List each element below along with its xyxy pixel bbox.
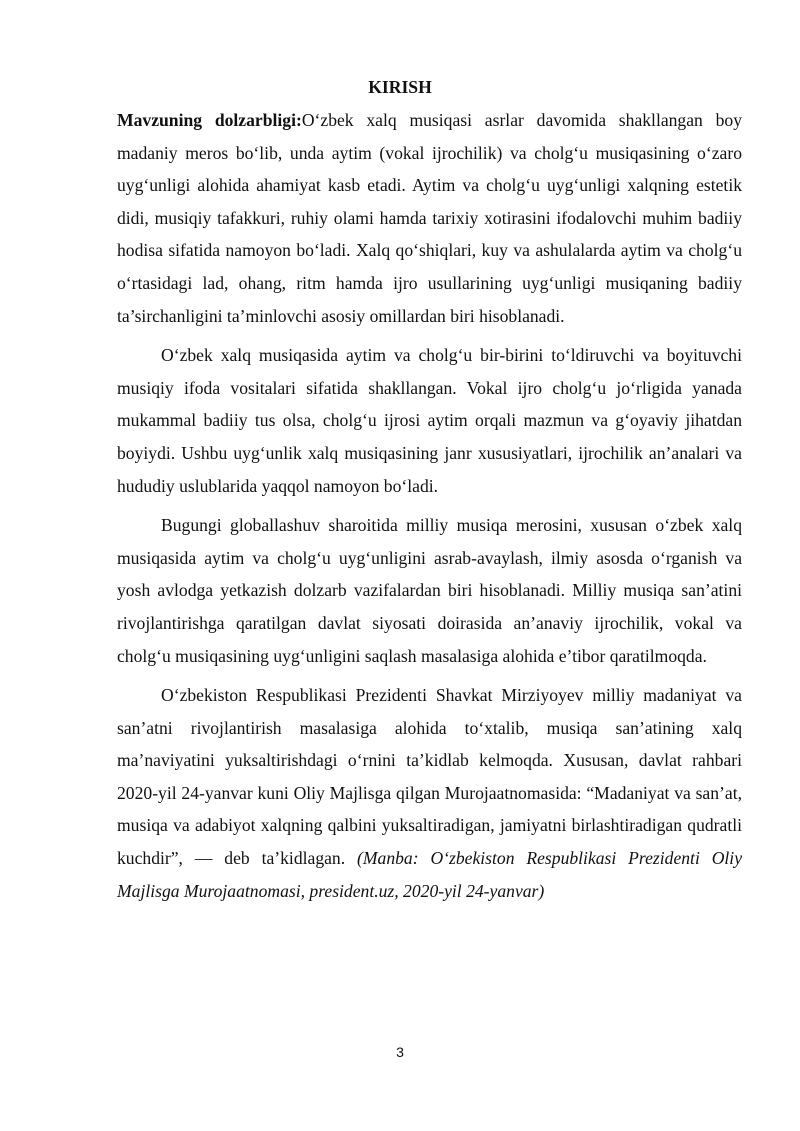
paragraph-lead: Mavzuning dolzarbligi: — [117, 110, 302, 130]
paragraph-4 — [117, 679, 742, 907]
paragraph-relevance — [117, 104, 742, 332]
paragraph-2: O‘zbek xalq musiqasida aytim va cholg‘u bir-birini to‘ldiruvchi va boyituvchi musiqiy ifoda vositalari sifatida shakllangan. Vokal ijro cholg‘u jo‘rligida yanada mukammal badiiy tus olsa, cholg‘u ijrosi aytim orqali mazmun va g‘oyaviy jihatdan boyiydi. Ushbu uyg‘unlik xalq musiqasining janr xususiyatlari, ijrochilik an’analari va hududiy uslublarida yaqqol namoyon bo‘ladi. — [117, 345, 742, 496]
page-number: 3 — [396, 1044, 404, 1060]
paragraph-3: Bugungi globallashuv sharoitida milliy musiqa merosini, xususan o‘zbek xalq musiqasida aytim va cholg‘u uyg‘unligini asrab-avaylash, ilmiy asosda o‘rganish va yosh avlodga yetkazish dolzarb vazifalardan biri hisoblanadi. Milliy musiqa san’atini rivojlantirishga qaratilgan davlat siyosati doirasida an’anaviy ijrochilik, vokal va cholg‘u musiqasining uyg‘unligini saqlash masalasiga alohida e’tibor qaratilmoqda. — [117, 515, 742, 666]
section-heading: KIRISH — [368, 77, 432, 97]
paragraph-text: O‘zbek xalq musiqasi asrlar davomida shakllangan boy madaniy meros bo‘lib, unda aytim (vokal ijrochilik) va cholg‘u musiqasining o‘zaro uyg‘unligi alohida ahamiyat kasb etadi. Aytim va cholg‘u uyg‘unligi xalqning estetik didi, musiqiy tafakkuri, ruhiy olami hamda tarixiy xotirasini ifodalovchi muhim badiiy hodisa sifatida namoyon bo‘ladi. Xalq qo‘shiqlari, kuy va ashulalarda aytim va cholg‘u o‘rtasidagi lad, ohang, ritm hamda ijro usullarining uyg‘unligi musiqaning badiiy ta’sirchanligini ta’minlovchi asosiy omillardan biri hisoblanadi. — [117, 110, 743, 326]
source-citation: (Manba: O‘zbekiston Respublikasi Prezidenti Oliy Majlisga Murojaatnomasi, president.uz, 2020-yil 24-yanvar) — [117, 848, 742, 901]
paragraph-text: O‘zbekiston Respublikasi Prezidenti Shavkat Mirziyoyev milliy madaniyat va san’atni rivojlantirish masalasiga alohida to‘xtalib, musiqa san’atining xalq ma’naviyatini yuksaltirishdagi o‘rnini ta’kidlab kelmoqda. Xususan, davlat rahbari 2020-yil 24-yanvar kuni Oliy Majlisga qilgan Murojaatnomasida: “Madaniyat va san’at, musiqa va adabiyot xalqning qalbini yuksaltiradigan, jamiyatni birlashtiradigan qudratli kuchdir”, — deb ta’kidlagan. — [117, 685, 742, 869]
document-body — [117, 104, 742, 914]
